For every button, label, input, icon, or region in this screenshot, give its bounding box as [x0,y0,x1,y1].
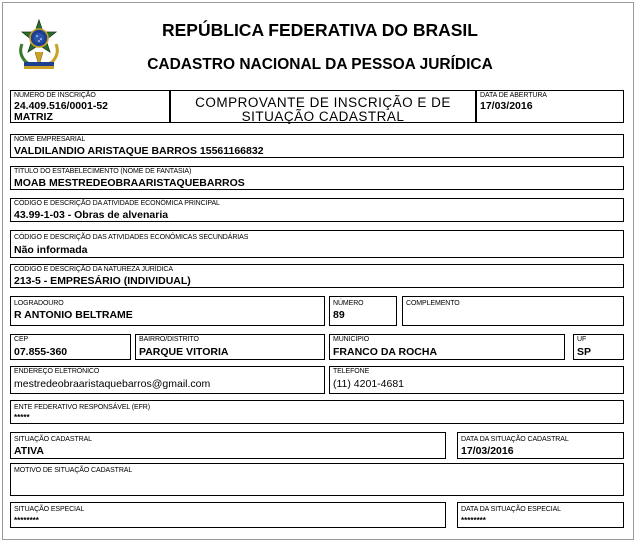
bairro-box [135,334,325,360]
field-label: CÓDIGO E DESCRIÇÃO DA NATUREZA JURÍDICA [14,266,173,273]
registry-title: CADASTRO NACIONAL DA PESSOA JURÍDICA [147,56,493,73]
data-situacao-value: 17/03/2016 [461,445,514,457]
situacao-especial-value: ******** [14,516,39,525]
numero-value: 89 [333,309,345,321]
field-label: ENDEREÇO ELETRÔNICO [14,368,100,375]
situacao-especial-box [10,502,446,528]
proof-title-box [170,90,476,123]
field-label: NOME EMPRESARIAL [14,136,86,143]
field-label: CÓDIGO E DESCRIÇÃO DAS ATIVIDADES ECONÔMICAS SECUNDÁRIAS [14,234,249,241]
telefone-value: (11) 4201-4681 [333,378,405,390]
field-label: COMPLEMENTO [406,300,460,307]
data-abertura-value: 17/03/2016 [480,100,533,112]
data-situacao-especial-box [457,502,624,528]
efr-box [10,400,624,424]
matriz-value: MATRIZ [14,111,53,123]
field-label: TELEFONE [333,368,370,375]
uf-value: SP [577,346,592,358]
numero-inscricao-box [10,90,170,123]
field-label: ENTE FEDERATIVO RESPONSÁVEL (EFR) [14,404,150,411]
field-label: TÍTULO DO ESTABELECIMENTO (NOME DE FANTASIA) [14,168,192,175]
cep-value: 07.855-360 [14,346,68,358]
atividade-principal-box [10,198,624,222]
uf-box [573,334,624,360]
field-label: DATA DE ABERTURA [480,92,547,99]
field-label: SITUAÇÃO CADASTRAL [14,436,92,443]
numero-inscricao-value: 24.409.516/0001-52 [14,100,109,112]
field-label: CEP [14,336,29,343]
data-situacao-especial-value: ******** [461,516,486,525]
cep-box [10,334,131,360]
complemento-box [402,296,624,326]
natureza-juridica-box [10,264,624,288]
field-label: DATA DA SITUAÇÃO CADASTRAL [461,436,569,443]
bairro-value: PARQUE VITORIA [139,346,229,358]
nome-empresarial-box [10,134,624,158]
proof-title-line2: SITUAÇÃO CADASTRAL [241,109,405,124]
field-label: SITUAÇÃO ESPECIAL [14,506,85,513]
atividade-principal-value: 43.99-1-03 - Obras de alvenaria [14,209,169,221]
municipio-value: FRANCO DA ROCHA [333,346,438,358]
field-label: CÓDIGO E DESCRIÇÃO DA ATIVIDADE ECONÔMICA PRINCIPAL [14,200,220,207]
field-label: NÚMERO DE INSCRIÇÃO [14,92,96,99]
situacao-box [10,432,446,459]
republic-title: REPÚBLICA FEDERATIVA DO BRASIL [162,20,478,40]
nome-empresarial-value: VALDILANDIO ARISTAQUE BARROS 15561166832 [14,145,264,157]
field-label: NÚMERO [333,300,364,307]
field-label: UF [577,336,587,343]
titulo-estabelecimento-value: MOAB MESTREDEOBRAARISTAQUEBARROS [14,177,245,189]
natureza-juridica-value: 213-5 - EMPRESÁRIO (INDIVIDUAL) [14,275,191,287]
field-label: DATA DA SITUAÇÃO ESPECIAL [461,506,561,513]
efr-value: ***** [14,413,30,422]
atividades-secundarias-value: Não informada [14,244,88,256]
situacao-value: ATIVA [14,445,44,457]
field-label: MUNICÍPIO [333,336,370,343]
municipio-box [329,334,565,360]
field-label: LOGRADOURO [14,300,64,307]
logradouro-box [10,296,325,326]
email-value: mestredeobraaristaquebarros@gmail.com [14,378,211,390]
numero-box [329,296,397,326]
email-box [10,366,325,394]
data-abertura-box [476,90,624,123]
titulo-estabelecimento-box [10,166,624,190]
proof-title-line1: COMPROVANTE DE INSCRIÇÃO E DE [195,95,451,110]
telefone-box [329,366,624,394]
atividades-secundarias-box [10,230,624,258]
field-label: MOTIVO DE SITUAÇÃO CADASTRAL [14,467,133,474]
field-label: BAIRRO/DISTRITO [139,336,199,343]
logradouro-value: R ANTONIO BELTRAME [14,309,133,321]
data-situacao-box [457,432,624,459]
motivo-box [10,463,624,496]
